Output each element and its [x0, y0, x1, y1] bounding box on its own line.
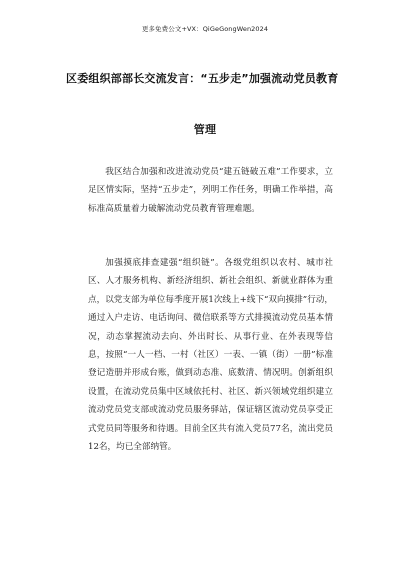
paragraph-1: [88, 163, 333, 218]
document-title-line-2: 管理: [193, 123, 217, 136]
header-note: 更多免费公文+VX：QiGeGongWen2024: [141, 25, 269, 33]
paragraph-2-text: 加强摸底排查建强“组织链”。各级党组织以农村、城市社区、人才服务机构、新经济组织、新社会组织、新就业群体为重点，以党支部为单位每季度开展1次线上+线下“双向摸排”行动，通过入户走访、电话询问、微信联系等方式排摸流动党员基本情况，动态掌握流动去向、外出时长、从事行业、在外表现等信息，按照“一人一档、一村（社区）一表、一镇（街）一册”标准登记造册并形成台账，做到动态准、底数清、情况明。创新组织设置，在流动党员集中区域依托村、社区、新兴领域党组织建立流动党员党支部或流动党员服务驿站，保证辖区流动党员享受正式党员同等服务和待遇。目前全区共有流入党员77名，流出党员12名，均已全部纳管。: [88, 258, 333, 453]
paragraph-1-text: 我区结合加强和改进流动党员“建五链破五难”工作要求，立足区情实际，坚持“五步走”，列明工作任务，明确工作举措，高标准高质量着力破解流动党员教育管理难题。: [88, 167, 333, 214]
document-title-line-1: 区委组织部部长交流发言：“五步走”加强流动党员教育: [66, 72, 339, 85]
paragraph-2: [88, 254, 333, 456]
